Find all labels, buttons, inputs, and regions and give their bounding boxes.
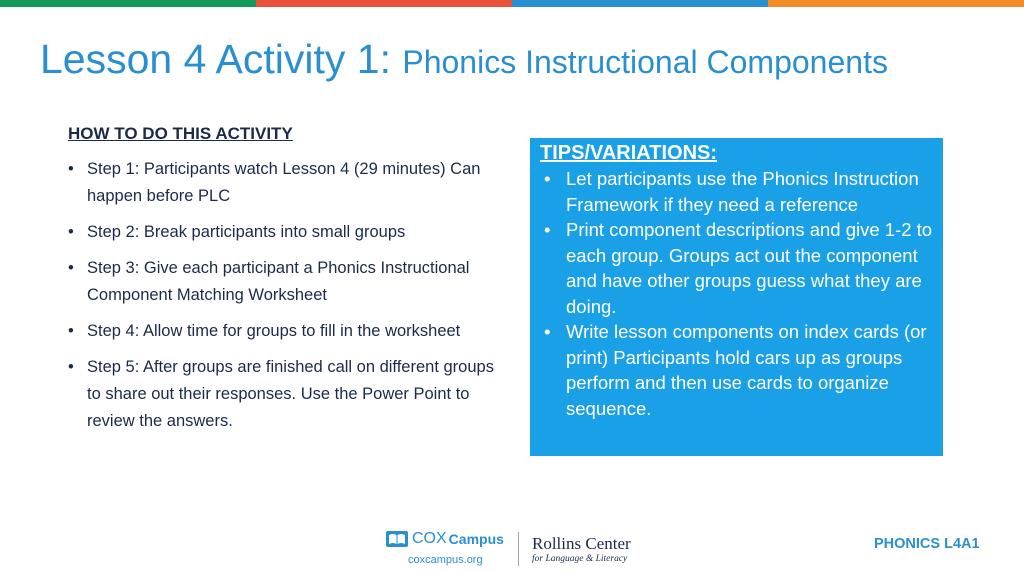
top-bar-red: [256, 0, 512, 7]
bullet-icon: •: [544, 321, 551, 342]
list-item: [540, 319, 933, 421]
bullet-icon: •: [544, 168, 551, 189]
tips-box: [530, 138, 943, 456]
open-book-icon: [386, 531, 408, 547]
slide-title: [40, 36, 888, 83]
tips-list: [540, 166, 933, 421]
rollins-name: Rollins Center: [532, 534, 631, 553]
list-item: [68, 354, 498, 435]
list-item: [68, 156, 498, 210]
bullet-icon: •: [68, 322, 74, 340]
footer-logos: [386, 530, 646, 568]
bullet-icon: •: [68, 223, 74, 241]
step-text: Step 2: Break participants into small groups: [87, 223, 406, 241]
tips-heading-colon: :: [710, 142, 718, 164]
top-bar-blue: [512, 0, 768, 7]
cox-name: COX: [412, 530, 447, 547]
rollins-subtitle: for Language & Literacy: [532, 554, 628, 564]
list-item: [68, 318, 498, 345]
step-text: Step 1: Participants watch Lesson 4 (29 minutes) Can happen before PLC: [87, 160, 481, 205]
how-to-heading: HOW TO DO THIS ACTIVITY: [68, 124, 293, 143]
list-item: [540, 217, 933, 319]
tips-heading-text: TIPS/VARIATIONS: [540, 142, 711, 164]
slide-code: PHONICS L4A1: [874, 536, 980, 552]
tip-text: Let participants use the Phonics Instruction Framework if they need a reference: [566, 168, 919, 215]
tips-heading: [540, 140, 933, 166]
step-text: Step 3: Give each participant a Phonics Instructional Component Matching Worksheet: [87, 259, 470, 304]
list-item: [540, 166, 933, 217]
logo-divider: [518, 532, 519, 566]
cox-campus-word: Campus: [448, 531, 504, 547]
top-color-bar: [0, 0, 1024, 7]
top-bar-green: [0, 0, 256, 7]
top-bar-orange: [768, 0, 1024, 7]
step-text: Step 4: Allow time for groups to fill in the worksheet: [87, 322, 461, 340]
title-main: Lesson 4 Activity 1:: [40, 36, 403, 82]
bullet-icon: •: [68, 259, 74, 277]
bullet-icon: •: [68, 358, 74, 376]
steps-list: [68, 156, 498, 435]
title-sub: Phonics Instructional Components: [402, 44, 888, 80]
bullet-icon: •: [544, 219, 551, 240]
list-item: [68, 255, 498, 309]
how-to-section: [68, 124, 498, 444]
cox-url: coxcampus.org: [408, 554, 483, 566]
tip-text: Print component descriptions and give 1-2 to each group. Groups act out the component and have other groups guess what they are doing.: [566, 219, 933, 317]
cox-campus-logo: [386, 530, 504, 548]
list-item: [68, 219, 498, 246]
bullet-icon: •: [68, 160, 74, 178]
step-text: Step 5: After groups are finished call on different groups to share out their responses. Use the Power Point to review the answers.: [87, 358, 494, 430]
tip-text: Write lesson components on index cards (or print) Participants hold cars up as groups perform and then use cards to organize sequence.: [566, 321, 927, 419]
